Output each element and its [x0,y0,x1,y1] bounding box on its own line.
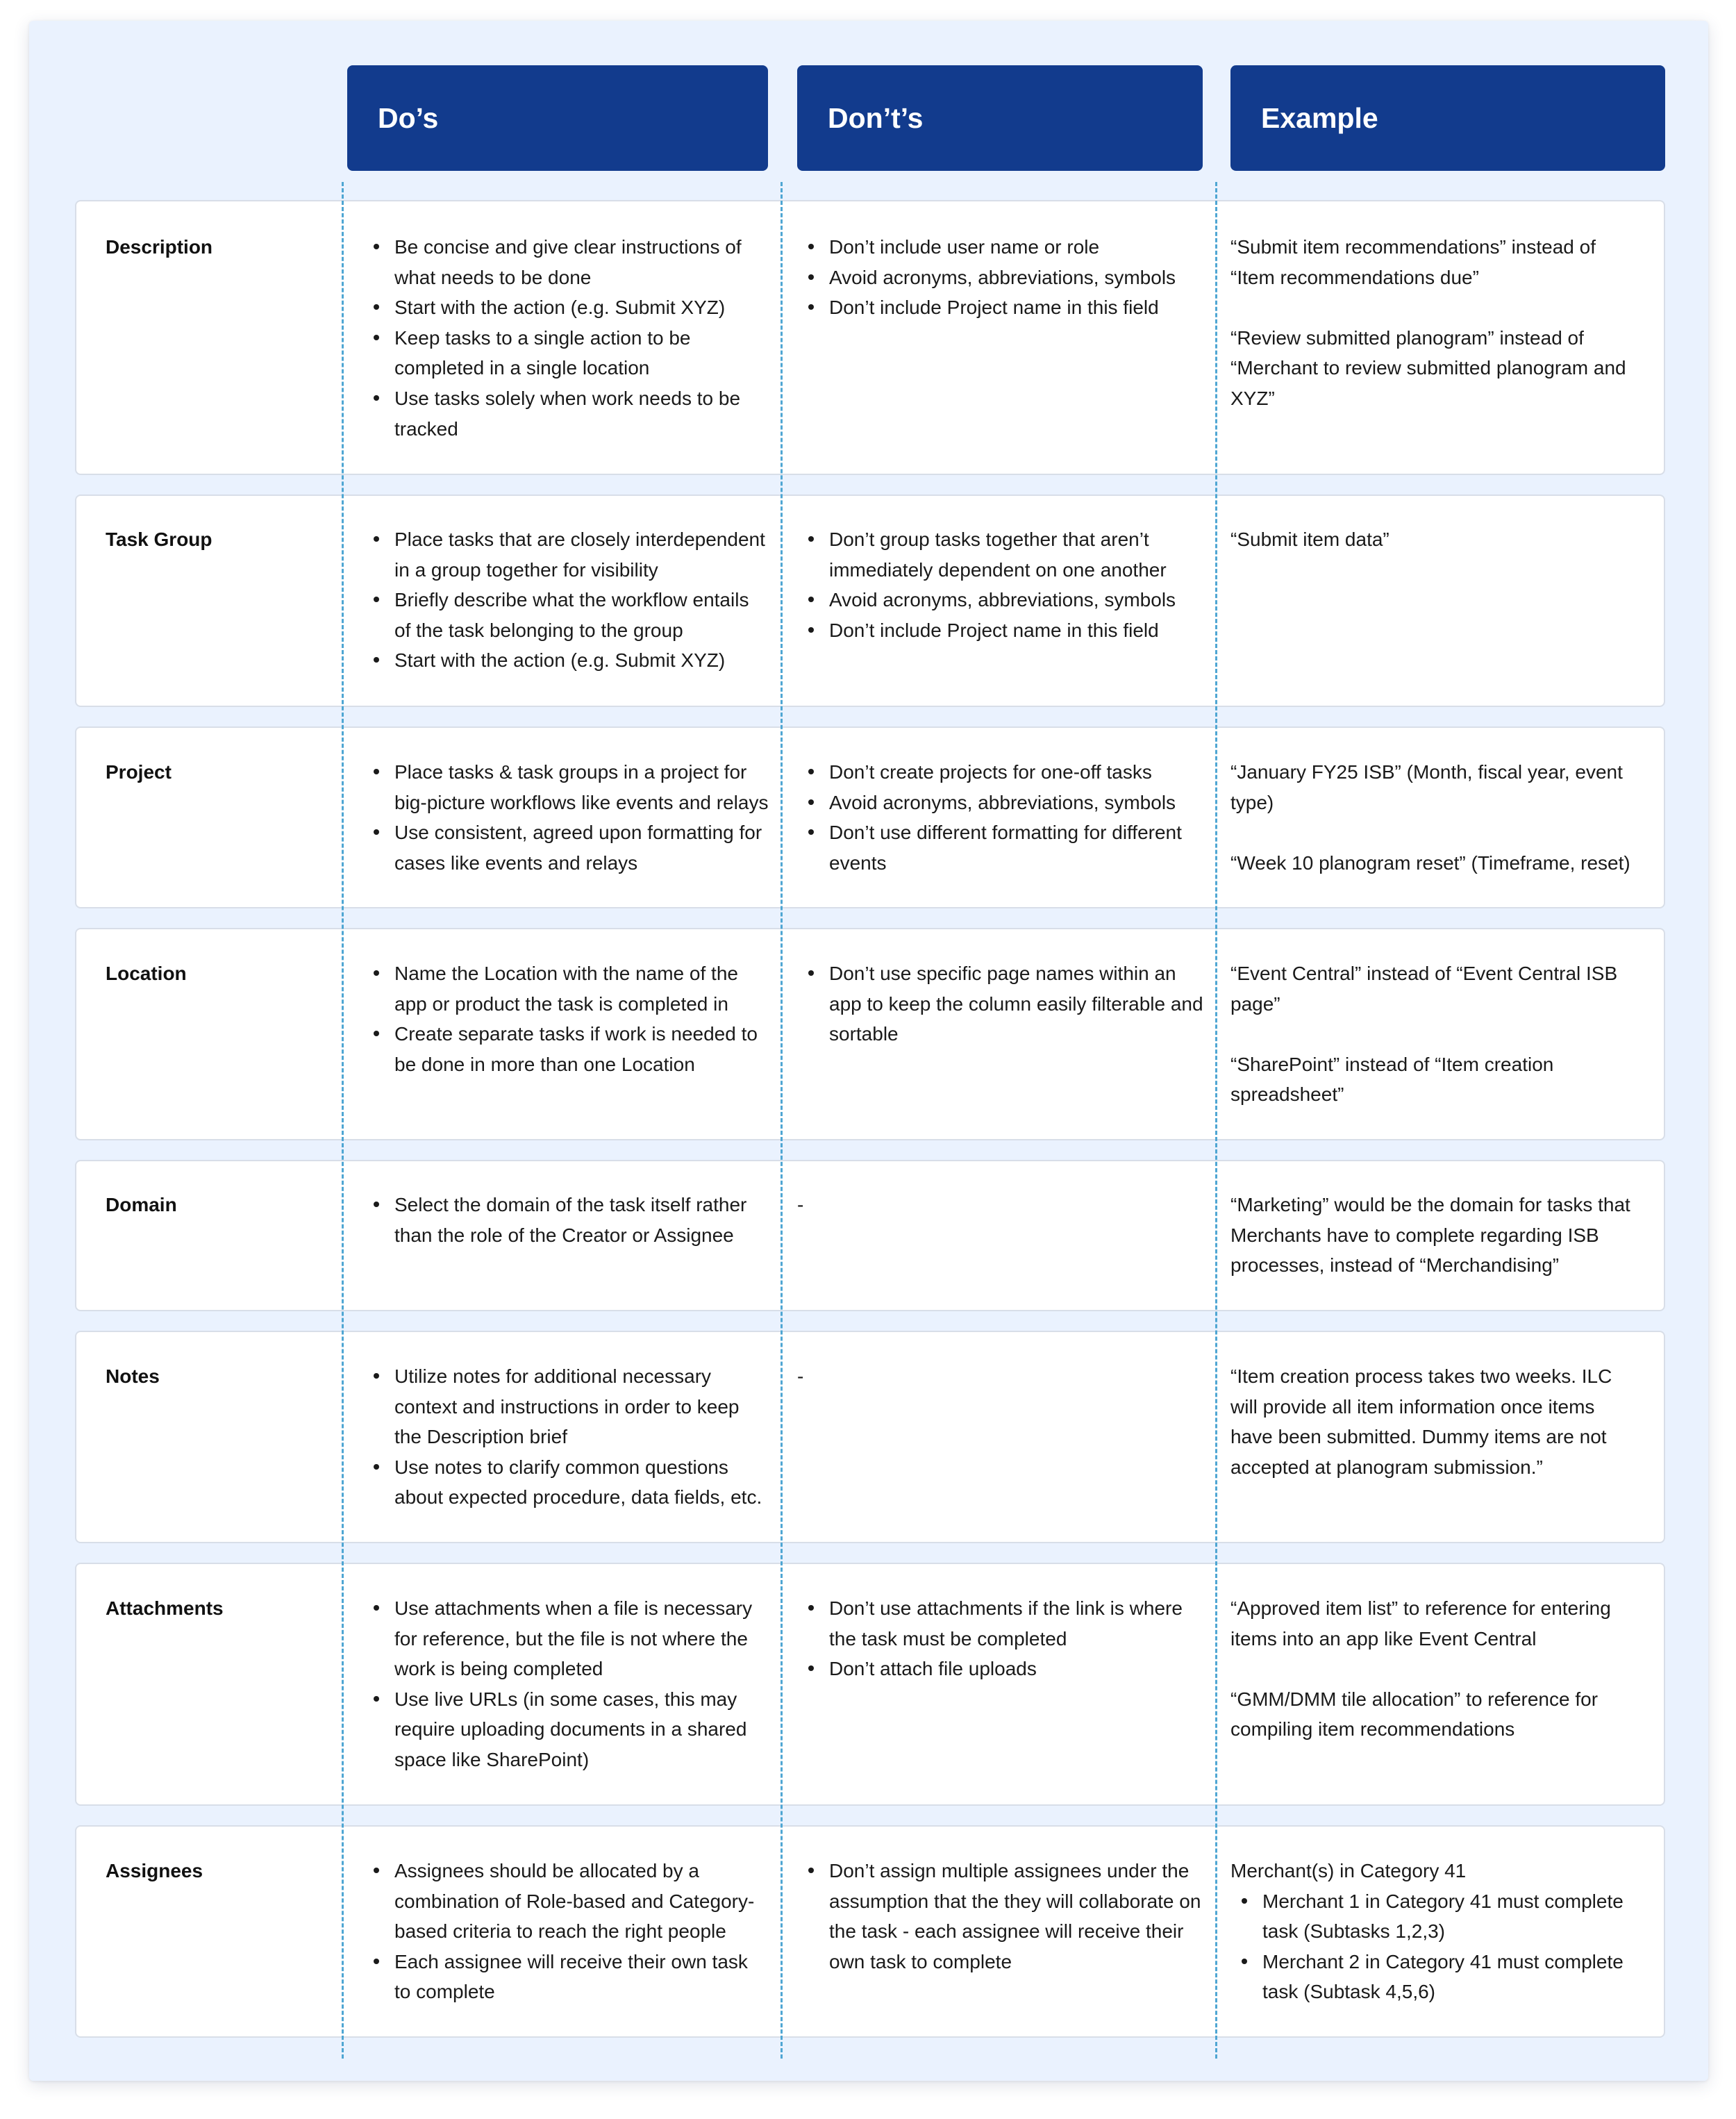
attachments-dos [374,1593,769,1775]
list-item: Don’t include Project name in this field [808,292,1211,323]
description-donts [808,232,1211,323]
example-text: “GMM/DMM tile allocation” to reference for compiling item recommendations [1230,1688,1599,1740]
example-text: “Approved item list” to reference for entering items into an app like Event Central [1230,1597,1611,1650]
list-item: Don’t group tasks together that aren’t immediately dependent on one another [808,524,1211,585]
task-group-donts [808,524,1211,645]
list-item: Don’t include user name or role [808,232,1211,263]
list-item: Use notes to clarify common questions about expected procedure, data fields, etc. [374,1452,769,1513]
list-item: Use live URLs (in some cases, this may require uploading documents in a shared space like SharePoint) [374,1684,769,1775]
notes-donts: - [797,1365,804,1387]
description-example [1230,232,1640,414]
example-text: “January FY25 ISB” (Month, fiscal year, event type) [1230,761,1623,813]
list-item: Don’t use different formatting for different events [808,817,1211,878]
assignees-dos [374,1856,769,2007]
list-item: Don’t use specific page names within an app to keep the column easily filterable and sortable [808,958,1211,1049]
location-dos [374,958,769,1079]
list-item: Don’t assign multiple assignees under the assumption that the they will collaborate on the task - each assignee will receive their own task to complete [808,1856,1211,1977]
list-item: Place tasks that are closely interdependent in a group together for visibility [374,524,769,585]
row-label-domain: Domain [106,1194,177,1215]
location-donts [808,958,1211,1049]
list-item: Don’t include Project name in this field [808,615,1211,646]
example-text: “Event Central” instead of “Event Central ISB page” [1230,963,1618,1015]
list-item: Merchant 2 in Category 41 must complete task (Subtask 4,5,6) [1242,1947,1640,2007]
list-item: Utilize notes for additional necessary context and instructions in order to keep the Description brief [374,1361,769,1452]
example-text: “Submit item data” [1230,529,1389,550]
list-item: Be concise and give clear instructions of what needs to be done [374,232,769,292]
list-item: Don’t create projects for one-off tasks [808,757,1211,788]
domain-dos [374,1190,769,1250]
dos-column-header: Do’s [347,65,768,171]
list-item: Each assignee will receive their own task to complete [374,1947,769,2007]
list-item: Merchant 1 in Category 41 must complete task (Subtasks 1,2,3) [1242,1886,1640,1947]
example-text: “SharePoint” instead of “Item creation spreadsheet” [1230,1053,1554,1106]
location-example [1230,958,1640,1110]
list-item: Avoid acronyms, abbreviations, symbols [808,263,1211,293]
list-item: Use consistent, agreed upon formatting for cases like events and relays [374,817,769,878]
list-item: Select the domain of the task itself rather than the role of the Creator or Assignee [374,1190,769,1250]
list-item: Assignees should be allocated by a combination of Role-based and Category-based criteria to reach the right people [374,1856,769,1947]
list-item: Start with the action (e.g. Submit XYZ) [374,292,769,323]
list-item: Use tasks solely when work needs to be tracked [374,383,769,444]
assignees-example [1230,1856,1640,2007]
list-item: Don’t use attachments if the link is where the task must be completed [808,1593,1211,1654]
column-guide-3 [1215,182,1217,2059]
example-column-header: Example [1230,65,1665,171]
row-label-location: Location [106,963,187,984]
row-label-task-group: Task Group [106,529,212,550]
list-item: Don’t attach file uploads [808,1654,1211,1684]
attachments-example [1230,1593,1640,1745]
example-text: “Week 10 planogram reset” (Timeframe, reset) [1230,851,1630,874]
donts-column-header: Don’t’s [797,65,1203,171]
description-dos [374,232,769,444]
example-text: “Submit item recommendations” instead of “Item recommendations due” [1230,236,1596,288]
row-label-description: Description [106,236,213,258]
domain-donts: - [797,1194,804,1215]
list-item: Start with the action (e.g. Submit XYZ) [374,645,769,676]
example-text: “Marketing” would be the domain for tasks that Merchants have to complete regarding ISB processes, instead of “Merchandising” [1230,1194,1630,1277]
notes-dos [374,1361,769,1513]
list-item: Keep tasks to a single action to be completed in a single location [374,323,769,383]
row-label-assignees: Assignees [106,1860,203,1881]
assignees-donts [808,1856,1211,1977]
list-item: Avoid acronyms, abbreviations, symbols [808,788,1211,818]
task-group-dos [374,524,769,676]
row-label-project: Project [106,761,172,783]
list-item: Avoid acronyms, abbreviations, symbols [808,585,1211,615]
list-item: Place tasks & task groups in a project for big-picture workflows like events and relays [374,757,769,817]
list-item: Name the Location with the name of the app or product the task is completed in [374,958,769,1019]
project-donts [808,757,1211,878]
project-example [1230,757,1640,878]
list-item: Use attachments when a file is necessary for reference, but the file is not where the work is being completed [374,1593,769,1684]
example-text: “Review submitted planogram” instead of “Merchant to review submitted planogram and XYZ” [1230,326,1626,409]
task-group-example [1230,524,1640,555]
domain-example [1230,1190,1640,1281]
column-guide-2 [781,182,783,2059]
row-label-notes: Notes [106,1365,160,1387]
example-text: “Item creation process takes two weeks. ILC will provide all item information once items have been submitted. Dummy items are not accepted at planogram submission.” [1230,1365,1612,1478]
row-label-attachments: Attachments [106,1597,224,1619]
column-guide-1 [342,182,344,2059]
attachments-donts [808,1593,1211,1684]
list-item: Briefly describe what the workflow entails of the task belonging to the group [374,585,769,645]
notes-example [1230,1361,1640,1482]
list-item: Create separate tasks if work is needed to be done in more than one Location [374,1019,769,1079]
example-text: Merchant(s) in Category 41 [1230,1860,1467,1881]
project-dos [374,757,769,878]
